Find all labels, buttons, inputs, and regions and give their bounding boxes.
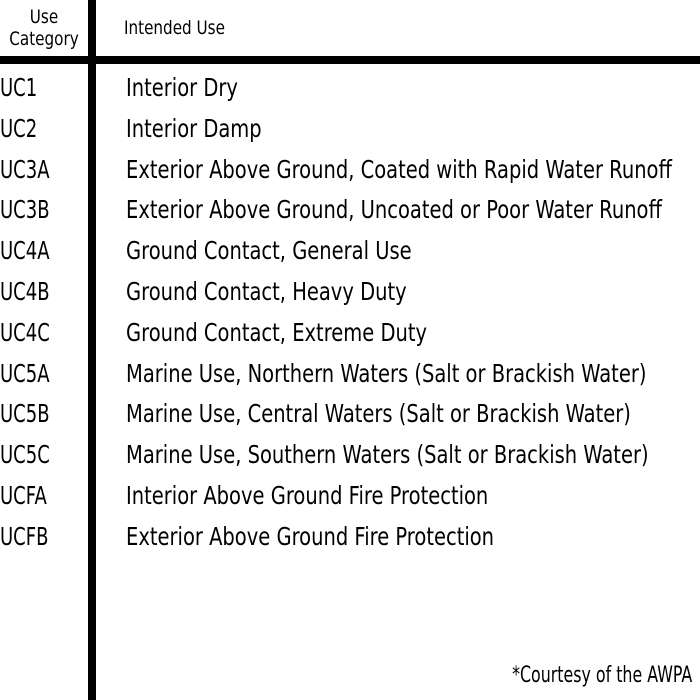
header-divider — [0, 56, 700, 64]
footnote-credit: *Courtesy of the AWPA — [511, 663, 692, 688]
intended-use-text: Ground Contact, Heavy Duty — [126, 276, 407, 306]
intended-use-text: Interior Dry — [126, 73, 238, 102]
use-category-code: UC5C — [0, 440, 50, 470]
use-category-code: UC4A — [0, 236, 50, 266]
table-row — [0, 519, 700, 560]
table-row — [0, 315, 700, 356]
table-row — [0, 478, 700, 519]
use-category-code: UC1 — [0, 73, 38, 102]
table-row — [0, 274, 700, 315]
table-row — [0, 437, 700, 478]
use-category-code: UC4C — [0, 317, 50, 347]
intended-use-text: Exterior Above Ground, Uncoated or Poor Water Runoff — [126, 195, 662, 225]
use-category-code: UC2 — [0, 113, 38, 143]
intended-use-text: Marine Use, Southern Waters (Salt or Brackish Water) — [126, 440, 649, 470]
intended-use-text: Interior Above Ground Fire Protection — [126, 480, 489, 510]
use-category-code: UC5B — [0, 399, 50, 429]
use-category-code: UCFA — [0, 480, 47, 510]
table-row — [0, 356, 700, 397]
use-category-code: UCFB — [0, 521, 49, 551]
intended-use-text: Exterior Above Ground, Coated with Rapid Water Runoff — [126, 154, 672, 184]
table-row — [0, 111, 700, 152]
use-category-code: UC3B — [0, 195, 50, 225]
table-row — [0, 192, 700, 233]
intended-use-text: Interior Damp — [126, 113, 262, 143]
header-use-category-line1: Use — [29, 6, 59, 28]
table-row — [0, 152, 700, 193]
table-body — [0, 70, 700, 560]
intended-use-text: Marine Use, Central Waters (Salt or Brackish Water) — [126, 399, 631, 429]
intended-use-text: Ground Contact, Extreme Duty — [126, 317, 428, 347]
table-row — [0, 70, 700, 111]
table-row — [0, 396, 700, 437]
intended-use-text: Marine Use, Northern Waters (Salt or Brackish Water) — [126, 358, 647, 388]
intended-use-text: Ground Contact, General Use — [126, 236, 412, 266]
use-category-code: UC3A — [0, 154, 50, 184]
use-category-code: UC4B — [0, 276, 50, 306]
table-row — [0, 233, 700, 274]
header-use-category — [9, 6, 79, 50]
header-intended-use: Intended Use — [124, 17, 225, 39]
use-category-code: UC5A — [0, 358, 50, 388]
intended-use-text: Exterior Above Ground Fire Protection — [126, 521, 495, 551]
header-use-category-line2: Category — [9, 28, 79, 50]
